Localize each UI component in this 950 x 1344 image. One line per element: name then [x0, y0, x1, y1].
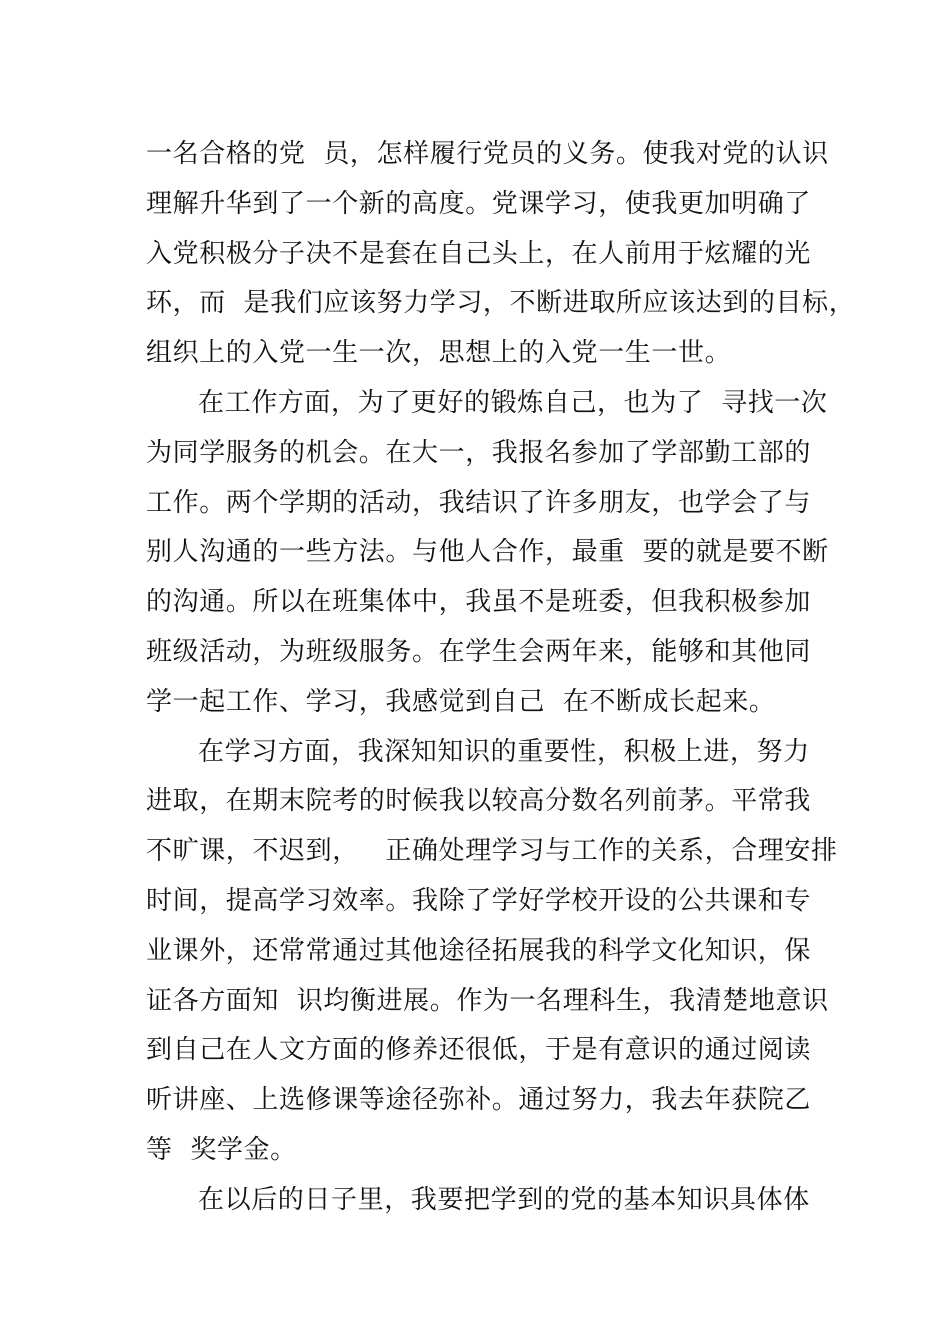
text-line: 证各方面知 识均衡进展。作为一名理科生，我清楚地意识 [146, 985, 829, 1016]
paragraph-start-line: 在以后的日子里，我要把学到的党的基本知识具体体 [198, 1184, 810, 1215]
text-line: 班级活动，为班级服务。在学生会两年来，能够和其他同 [146, 636, 812, 667]
text-line: 学一起工作、学习，我感觉到自己 在不断成长起来。 [146, 686, 776, 717]
text-line: 组织上的入党一生一次，思想上的入党一生一世。 [146, 338, 732, 369]
text-line: 为同学服务的机会。在大一，我报名参加了学部勤工部的 [146, 437, 812, 468]
paragraph-start-line: 在学习方面，我深知知识的重要性，积极上进，努力 [198, 736, 810, 767]
text-line: 入党积极分子决不是套在自己头上，在人前用于炫耀的光 [146, 238, 812, 269]
text-line: 业课外，还常常通过其他途径拓展我的科学文化知识，保 [146, 935, 812, 966]
text-line: 一名合格的党 员，怎样履行党员的义务。使我对党的认识 [146, 139, 829, 169]
text-line: 环，而 是我们应该努力学习，不断进取所应该达到的目标， [146, 288, 856, 319]
text-line: 时间，提高学习效率。我除了学好学校开设的公共课和专 [146, 885, 812, 916]
text-line: 工作。两个学期的活动，我结识了许多朋友，也学会了与 [146, 487, 812, 518]
text-line: 别人沟通的一些方法。与他人合作，最重 要的就是要不断 [146, 537, 829, 568]
text-line: 理解升华到了一个新的高度。党课学习，使我更加明确了 [146, 188, 812, 219]
text-line: 听讲座、上选修课等途径弥补。通过努力，我去年获院乙 [146, 1085, 812, 1116]
text-line: 的沟通。所以在班集体中，我虽不是班委，但我积极参加 [146, 587, 812, 618]
paragraph-start-line: 在工作方面，为了更好的锻炼自己，也为了 寻找一次 [198, 387, 828, 418]
text-line: 进取，在期末院考的时候我以较高分数名列前茅。平常我 [146, 786, 812, 817]
text-line: 到自己在人文方面的修养还很低，于是有意识的通过阅读 [146, 1035, 812, 1066]
text-line: 不旷课，不迟到， 正确处理学习与工作的关系，合理安排 [146, 836, 838, 867]
document-body [146, 130, 856, 1226]
text-line: 等 奖学金。 [146, 1134, 297, 1165]
